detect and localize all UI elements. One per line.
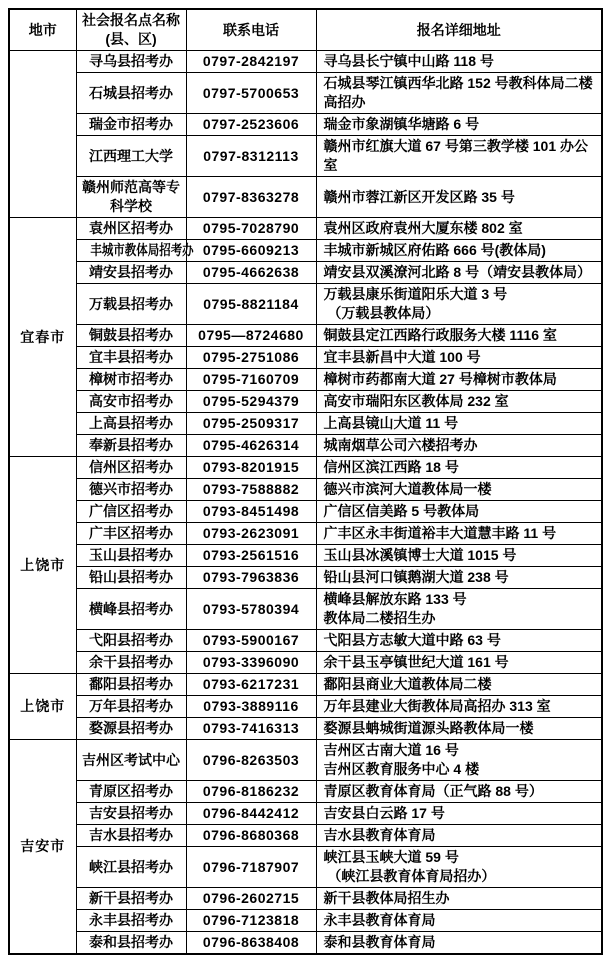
address-cell xyxy=(316,435,602,457)
site-name-text: 万载县招考办 xyxy=(89,295,173,312)
address-line: 瑞金市象湖镇华塘路 6 号 xyxy=(323,116,480,132)
address-cell xyxy=(316,932,602,955)
phone-cell: 0796-8638408 xyxy=(186,932,316,955)
site-name-cell xyxy=(76,479,186,501)
site-name-cell xyxy=(76,523,186,545)
table-row xyxy=(9,51,602,73)
address-line: 弋阳县方志敏大道中路 63 号 xyxy=(323,632,501,648)
phone-cell: 0795-2509317 xyxy=(186,413,316,435)
site-name-text: 玉山县招考办 xyxy=(89,547,173,563)
header-address: 报名详细地址 xyxy=(316,9,602,51)
address-cell xyxy=(316,696,602,718)
city-cell: 上饶市 xyxy=(9,457,76,674)
address-line: 玉山县冰溪镇博士大道 1015 号 xyxy=(323,547,517,563)
address-line: 赣州市红旗大道 67 号第三教学楼 101 办公室 xyxy=(323,138,588,173)
site-name-text: 奉新县招考办 xyxy=(89,437,173,453)
site-name-cell xyxy=(76,847,186,888)
site-name-text: 丰城市教体局招考办 xyxy=(89,242,194,258)
site-name-text: 瑞金市招考办 xyxy=(89,116,173,132)
address-cell xyxy=(316,457,602,479)
address-line: 樟树市药都南大道 27 号樟树市教体局 xyxy=(323,371,557,387)
site-name-cell xyxy=(76,262,186,284)
table-row xyxy=(9,369,602,391)
site-name-text: 泰和县招考办 xyxy=(89,934,173,950)
phone-cell: 0796-2602715 xyxy=(186,888,316,910)
site-name-cell xyxy=(76,740,186,781)
phone-cell: 0796-8263503 xyxy=(186,740,316,781)
address-line: 永丰县教育体育局 xyxy=(323,912,436,928)
table-row xyxy=(9,262,602,284)
site-name-cell xyxy=(76,888,186,910)
site-name-text: 铜鼓县招考办 xyxy=(89,327,173,343)
phone-cell: 0795-7160709 xyxy=(186,369,316,391)
site-name-cell xyxy=(76,910,186,932)
site-name-cell xyxy=(76,284,186,325)
table-row xyxy=(9,825,602,847)
site-name-text: 铅山县招考办 xyxy=(89,569,173,585)
header-site-line2: (县、区) xyxy=(105,31,157,47)
site-name-text: 吉安县招考办 xyxy=(89,805,173,821)
site-name-cell xyxy=(76,803,186,825)
phone-cell: 0797-2523606 xyxy=(186,114,316,136)
table-row xyxy=(9,413,602,435)
phone-cell: 0795—8724680 xyxy=(186,325,316,347)
address-line: 万年县建业大街教体局高招办 313 室 xyxy=(323,698,551,714)
site-name-cell xyxy=(76,718,186,740)
site-name-cell xyxy=(76,825,186,847)
address-line: 吉水县教育体育局 xyxy=(323,827,436,843)
table-row xyxy=(9,479,602,501)
site-name-cell xyxy=(76,136,186,177)
address-line: 余干县玉亭镇世纪大道 161 号 xyxy=(323,654,509,670)
address-line: 婺源县蚺城街道源头路教体局一楼 xyxy=(323,720,534,736)
site-name-cell xyxy=(76,114,186,136)
phone-cell: 0797-8363278 xyxy=(186,177,316,218)
site-name-text: 吉州区考试中心 xyxy=(82,751,180,768)
address-cell xyxy=(316,740,602,781)
address-line: 寻乌县长宁镇中山路 118 号 xyxy=(323,53,494,69)
address-line: 青原区教育体育局（正气路 88 号） xyxy=(323,783,543,799)
address-cell xyxy=(316,847,602,888)
phone-cell: 0793-7588882 xyxy=(186,479,316,501)
table-row xyxy=(9,284,602,325)
phone-cell: 0793-8201915 xyxy=(186,457,316,479)
table-row xyxy=(9,781,602,803)
phone-cell: 0797-2842197 xyxy=(186,51,316,73)
site-name-cell xyxy=(76,652,186,674)
city-cell xyxy=(9,51,76,218)
address-line: 靖安县双溪潦河北路 8 号（靖安县教体局） xyxy=(323,264,592,280)
site-name-cell xyxy=(76,240,194,262)
table-row xyxy=(9,847,602,888)
site-name-cell xyxy=(76,435,186,457)
site-name-cell xyxy=(76,674,186,696)
site-name-text: 靖安县招考办 xyxy=(89,264,173,280)
table-header xyxy=(9,9,602,51)
address-line: 鄱阳县商业大道教体局二楼 xyxy=(323,676,492,692)
site-name-cell xyxy=(76,347,186,369)
site-name-cell xyxy=(76,325,186,347)
address-cell xyxy=(316,501,602,523)
site-name-text: 赣州师范高等专科学校 xyxy=(82,179,180,214)
table-row xyxy=(9,630,602,652)
site-name-cell xyxy=(76,177,186,218)
address-cell xyxy=(316,523,602,545)
phone-cell: 0793-5780394 xyxy=(186,589,316,630)
address-line: 峡江县玉峡大道 59 号 xyxy=(323,849,459,865)
table-row xyxy=(9,545,602,567)
site-name-text: 广丰区招考办 xyxy=(89,525,173,541)
site-name-text: 宜丰县招考办 xyxy=(89,349,173,365)
phone-cell: 0796-8186232 xyxy=(186,781,316,803)
table-row xyxy=(9,177,602,218)
site-name-cell xyxy=(76,630,186,652)
site-name-text: 峡江县招考办 xyxy=(89,858,173,875)
site-name-cell xyxy=(76,545,186,567)
site-name-text: 袁州区招考办 xyxy=(89,220,173,236)
site-name-text: 寻乌县招考办 xyxy=(89,53,173,69)
address-line: 吉州区古南大道 16 号 xyxy=(323,742,459,758)
site-name-cell xyxy=(76,51,186,73)
phone-cell: 0795-2751086 xyxy=(186,347,316,369)
address-cell xyxy=(316,114,602,136)
address-cell xyxy=(316,545,602,567)
header-row xyxy=(9,9,602,51)
address-cell xyxy=(316,369,602,391)
address-cell xyxy=(316,391,602,413)
address-line: 广丰区永丰街道裕丰大道慧丰路 11 号 xyxy=(323,525,557,541)
site-name-cell xyxy=(76,413,186,435)
address-line: 教体局二楼招生办 xyxy=(323,610,436,626)
address-cell xyxy=(316,240,602,262)
table-body xyxy=(9,51,602,955)
phone-cell: 0793-6217231 xyxy=(186,674,316,696)
site-name-text: 万年县招考办 xyxy=(89,698,173,714)
table-row xyxy=(9,718,602,740)
table-row xyxy=(9,347,602,369)
phone-cell: 0793-2623091 xyxy=(186,523,316,545)
address-line: 上高县镜山大道 11 号 xyxy=(323,415,459,431)
address-cell xyxy=(316,803,602,825)
table-row xyxy=(9,325,602,347)
address-line: 石城县琴江镇西华北路 152 号教科体局二楼高招办 xyxy=(323,75,593,110)
site-name-cell xyxy=(76,567,186,589)
site-name-cell xyxy=(76,589,186,630)
phone-cell: 0793-3889116 xyxy=(186,696,316,718)
address-line: （峡江县教育体育局招办） xyxy=(323,868,496,884)
table-row xyxy=(9,910,602,932)
address-line: 万载县康乐街道阳乐大道 3 号 xyxy=(323,286,508,302)
table-row xyxy=(9,803,602,825)
header-site-line1: 社会报名点名称 xyxy=(82,12,180,28)
site-name-text: 樟树市招考办 xyxy=(89,371,173,387)
table-row xyxy=(9,696,602,718)
site-name-text: 吉水县招考办 xyxy=(89,827,173,843)
address-cell xyxy=(316,136,602,177)
address-line: 德兴市滨河大道教体局一楼 xyxy=(323,481,492,497)
site-name-text: 石城县招考办 xyxy=(89,84,173,101)
site-name-text: 高安市招考办 xyxy=(89,393,173,409)
phone-cell: 0795-4662638 xyxy=(186,262,316,284)
site-name-cell xyxy=(76,218,186,240)
address-line: 吉安县白云路 17 号 xyxy=(323,805,445,821)
address-cell xyxy=(316,262,602,284)
site-name-text: 上高县招考办 xyxy=(89,415,173,431)
address-cell xyxy=(316,718,602,740)
table-row xyxy=(9,740,602,781)
table-row xyxy=(9,136,602,177)
table-row xyxy=(9,435,602,457)
address-line: 赣州市蓉江新区开发区路 35 号 xyxy=(323,188,515,205)
registration-points-table xyxy=(8,8,603,955)
address-cell xyxy=(316,218,602,240)
phone-cell: 0796-8680368 xyxy=(186,825,316,847)
table-row xyxy=(9,932,602,955)
phone-cell: 0793-5900167 xyxy=(186,630,316,652)
table-row xyxy=(9,391,602,413)
address-line: 铜鼓县定江西路行政服务大楼 1116 室 xyxy=(323,327,557,343)
address-cell xyxy=(316,325,602,347)
address-cell xyxy=(316,284,602,325)
address-cell xyxy=(316,630,602,652)
address-cell xyxy=(316,888,602,910)
site-name-text: 永丰县招考办 xyxy=(89,912,173,928)
header-phone: 联系电话 xyxy=(186,9,316,51)
site-name-text: 广信区招考办 xyxy=(89,503,173,519)
address-line: 城南烟草公司六楼招考办 xyxy=(323,437,478,453)
site-name-text: 弋阳县招考办 xyxy=(89,632,173,648)
phone-cell: 0796-7123818 xyxy=(186,910,316,932)
address-cell xyxy=(316,347,602,369)
city-cell: 吉安市 xyxy=(9,740,76,955)
city-cell: 上饶市 xyxy=(9,674,76,740)
table-row xyxy=(9,523,602,545)
table-row xyxy=(9,114,602,136)
address-cell xyxy=(316,652,602,674)
phone-cell: 0793-2561516 xyxy=(186,545,316,567)
table-row xyxy=(9,240,602,262)
site-name-text: 婺源县招考办 xyxy=(89,720,173,736)
site-name-cell xyxy=(76,369,186,391)
phone-cell: 0793-7416313 xyxy=(186,718,316,740)
site-name-cell xyxy=(76,932,186,955)
site-name-text: 信州区招考办 xyxy=(89,459,173,475)
address-cell xyxy=(316,567,602,589)
site-name-cell xyxy=(76,501,186,523)
phone-cell: 0796-7187907 xyxy=(186,847,316,888)
site-name-text: 青原区招考办 xyxy=(89,783,173,799)
phone-cell: 0795-7028790 xyxy=(186,218,316,240)
address-line: 吉州区教育服务中心 4 楼 xyxy=(323,761,480,777)
phone-cell: 0795-5294379 xyxy=(186,391,316,413)
address-cell xyxy=(316,825,602,847)
address-line: （万载县教体局） xyxy=(323,305,440,321)
table-row xyxy=(9,457,602,479)
table-row xyxy=(9,567,602,589)
table-row xyxy=(9,589,602,630)
phone-cell: 0793-7963836 xyxy=(186,567,316,589)
address-cell xyxy=(316,73,602,114)
city-cell: 宜春市 xyxy=(9,218,76,457)
address-cell xyxy=(316,413,602,435)
phone-cell: 0795-6609213 xyxy=(186,240,316,262)
address-cell xyxy=(316,479,602,501)
site-name-cell xyxy=(76,457,186,479)
address-line: 泰和县教育体育局 xyxy=(323,934,436,950)
address-line: 高安市瑞阳东区教体局 232 室 xyxy=(323,393,509,409)
site-name-text: 横峰县招考办 xyxy=(89,600,173,617)
site-name-cell xyxy=(76,696,186,718)
header-site-name xyxy=(76,9,186,51)
phone-cell: 0793-8451498 xyxy=(186,501,316,523)
table-row xyxy=(9,888,602,910)
site-name-cell xyxy=(76,73,186,114)
site-name-cell xyxy=(76,781,186,803)
site-name-text: 新干县招考办 xyxy=(89,890,173,906)
address-line: 广信区信美路 5 号教体局 xyxy=(323,503,480,519)
phone-cell: 0793-3396090 xyxy=(186,652,316,674)
phone-cell: 0797-8312113 xyxy=(186,136,316,177)
phone-cell: 0795-8821184 xyxy=(186,284,316,325)
site-name-text: 江西理工大学 xyxy=(89,147,173,164)
table-row xyxy=(9,73,602,114)
table-row xyxy=(9,218,602,240)
phone-cell: 0796-8442412 xyxy=(186,803,316,825)
address-line: 宜丰县新昌中大道 100 号 xyxy=(323,349,481,365)
phone-cell: 0797-5700653 xyxy=(186,73,316,114)
address-cell xyxy=(316,589,602,630)
address-cell xyxy=(316,910,602,932)
table-row xyxy=(9,674,602,696)
site-name-text: 余干县招考办 xyxy=(89,654,173,670)
site-name-text: 鄱阳县招考办 xyxy=(89,676,173,692)
site-name-cell xyxy=(76,391,186,413)
address-cell xyxy=(316,781,602,803)
address-line: 袁州区政府袁州大厦东楼 802 室 xyxy=(323,220,523,236)
phone-cell: 0795-4626314 xyxy=(186,435,316,457)
address-line: 横峰县解放东路 133 号 xyxy=(323,591,467,607)
table-row xyxy=(9,652,602,674)
address-line: 铅山县河口镇鹅湖大道 238 号 xyxy=(323,569,509,585)
address-cell xyxy=(316,51,602,73)
address-cell xyxy=(316,177,602,218)
address-line: 信州区滨江西路 18 号 xyxy=(323,459,459,475)
address-cell xyxy=(316,674,602,696)
header-city: 地市 xyxy=(9,9,76,51)
site-name-text: 德兴市招考办 xyxy=(89,481,173,497)
table-row xyxy=(9,501,602,523)
address-line: 丰城市新城区府佑路 666 号(教体局) xyxy=(323,242,546,258)
address-line: 新干县教体局招生办 xyxy=(323,890,450,906)
